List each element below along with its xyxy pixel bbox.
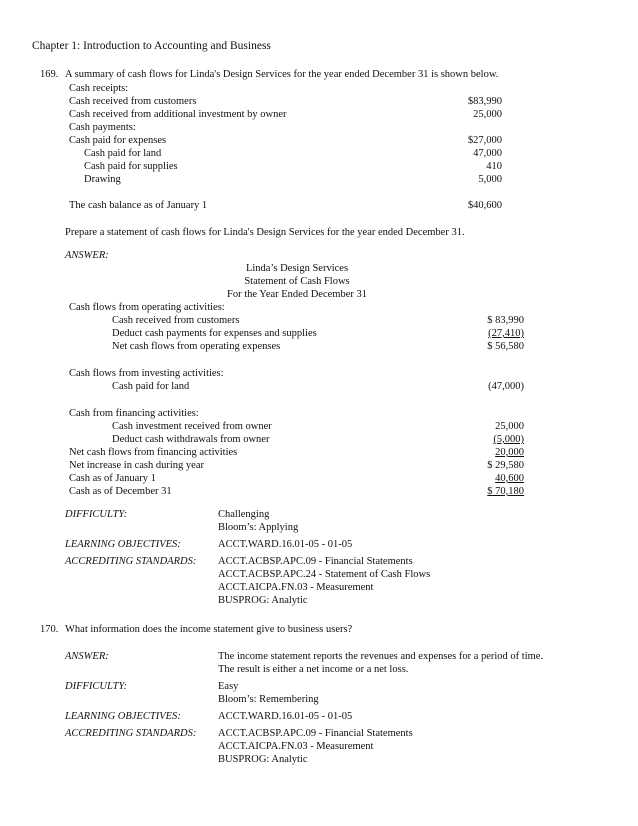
difficulty-label: DIFFICULTY:	[65, 509, 128, 520]
instruction-text: Prepare a statement of cash flows for Linda's Design Services for the year ended December 31.	[65, 227, 465, 238]
summary-value: $27,000	[467, 135, 502, 146]
difficulty-value: Challenging	[218, 509, 270, 520]
statement-label: Cash paid for land	[112, 381, 190, 392]
statement-value: (27,410)	[488, 328, 524, 339]
question-number: 170.	[40, 624, 59, 635]
statement-value: 20,000	[495, 447, 524, 458]
statement-value: (5,000)	[493, 434, 524, 445]
summary-label: Cash paid for land	[84, 148, 162, 159]
standard-item: ACCT.ACBSP.APC.24 - Statement of Cash Flows	[218, 569, 431, 580]
summary-value: 47,000	[473, 148, 502, 159]
statement-name: Statement of Cash Flows	[244, 276, 350, 287]
statement-value: 25,000	[495, 421, 524, 432]
statement-label: Net cash flows from operating expenses	[112, 341, 281, 352]
statement-label: Cash as of January 1	[69, 473, 156, 484]
objectives-value: ACCT.WARD.16.01-05 - 01-05	[218, 539, 353, 550]
answer-label: ANSWER:	[65, 250, 109, 261]
statement-value: (47,000)	[488, 381, 524, 392]
summary-label: Cash received from additional investment by owner	[69, 109, 287, 120]
summary-label: Drawing	[84, 174, 121, 185]
objectives-label: LEARNING OBJECTIVES:	[65, 539, 181, 550]
question-text: A summary of cash flows for Linda's Design Services for the year ended December 31 is shown below.	[65, 69, 499, 80]
standard-item: ACCT.AICPA.FN.03 - Measurement	[218, 741, 374, 752]
summary-value: $83,990	[467, 96, 502, 107]
statement-label: Cash investment received from owner	[112, 421, 272, 432]
statement-label: Deduct cash payments for expenses and supplies	[112, 328, 317, 339]
summary-label: Cash paid for expenses	[69, 135, 167, 146]
statement-label: Cash received from customers	[112, 315, 240, 326]
statement-label: Cash flows from operating activities:	[69, 302, 225, 313]
statement-label: Cash as of December 31	[69, 486, 172, 497]
question-number: 169.	[40, 69, 59, 80]
statement-label: Deduct cash withdrawals from owner	[112, 434, 270, 445]
statement-period: For the Year Ended December 31	[227, 289, 367, 300]
statement-label: Net increase in cash during year	[69, 460, 204, 471]
standard-item: ACCT.AICPA.FN.03 - Measurement	[218, 582, 374, 593]
summary-value: 5,000	[478, 174, 502, 185]
standards-label: ACCREDITING STANDARDS:	[65, 728, 197, 739]
statement-value: $ 29,580	[487, 460, 524, 471]
bloom-level: Bloom’s: Remembering	[218, 694, 319, 705]
question-text: What information does the income statement give to business users?	[65, 624, 353, 635]
difficulty-value: Easy	[218, 681, 239, 692]
summary-label: Cash paid for supplies	[84, 161, 178, 172]
standards-label: ACCREDITING STANDARDS:	[65, 556, 197, 567]
statement-company: Linda’s Design Services	[245, 263, 349, 274]
objectives-label: LEARNING OBJECTIVES:	[65, 711, 181, 722]
standard-item: ACCT.ACBSP.APC.09 - Financial Statements	[218, 556, 413, 567]
summary-label: Cash payments:	[69, 122, 136, 133]
standard-item: BUSPROG: Analytic	[218, 595, 308, 606]
statement-value: $ 56,580	[487, 341, 524, 352]
standard-item: ACCT.ACBSP.APC.09 - Financial Statements	[218, 728, 413, 739]
summary-value: 410	[486, 161, 502, 172]
summary-label: Cash received from customers	[69, 96, 197, 107]
objectives-value: ACCT.WARD.16.01-05 - 01-05	[218, 711, 353, 722]
statement-value: 40,600	[495, 473, 524, 484]
difficulty-label: DIFFICULTY:	[65, 681, 128, 692]
statement-label: Cash flows from investing activities:	[69, 368, 224, 379]
summary-label: Cash receipts:	[69, 83, 129, 94]
beginning-balance-value: $40,600	[467, 200, 502, 211]
standard-item: BUSPROG: Analytic	[218, 754, 308, 765]
chapter-header: Chapter 1: Introduction to Accounting and Business	[32, 40, 271, 52]
statement-label: Net cash flows from financing activities	[69, 447, 238, 458]
summary-value: 25,000	[473, 109, 502, 120]
answer-text: The income statement reports the revenues and expenses for a period of time.	[218, 651, 544, 662]
answer-text: The result is either a net income or a net loss.	[218, 664, 409, 675]
beginning-balance-label: The cash balance as of January 1	[69, 200, 208, 211]
statement-label: Cash from financing activities:	[69, 408, 199, 419]
bloom-level: Bloom’s: Applying	[218, 522, 299, 533]
answer-label: ANSWER:	[65, 651, 109, 662]
statement-value: $ 70,180	[487, 486, 524, 497]
statement-value: $ 83,990	[487, 315, 524, 326]
